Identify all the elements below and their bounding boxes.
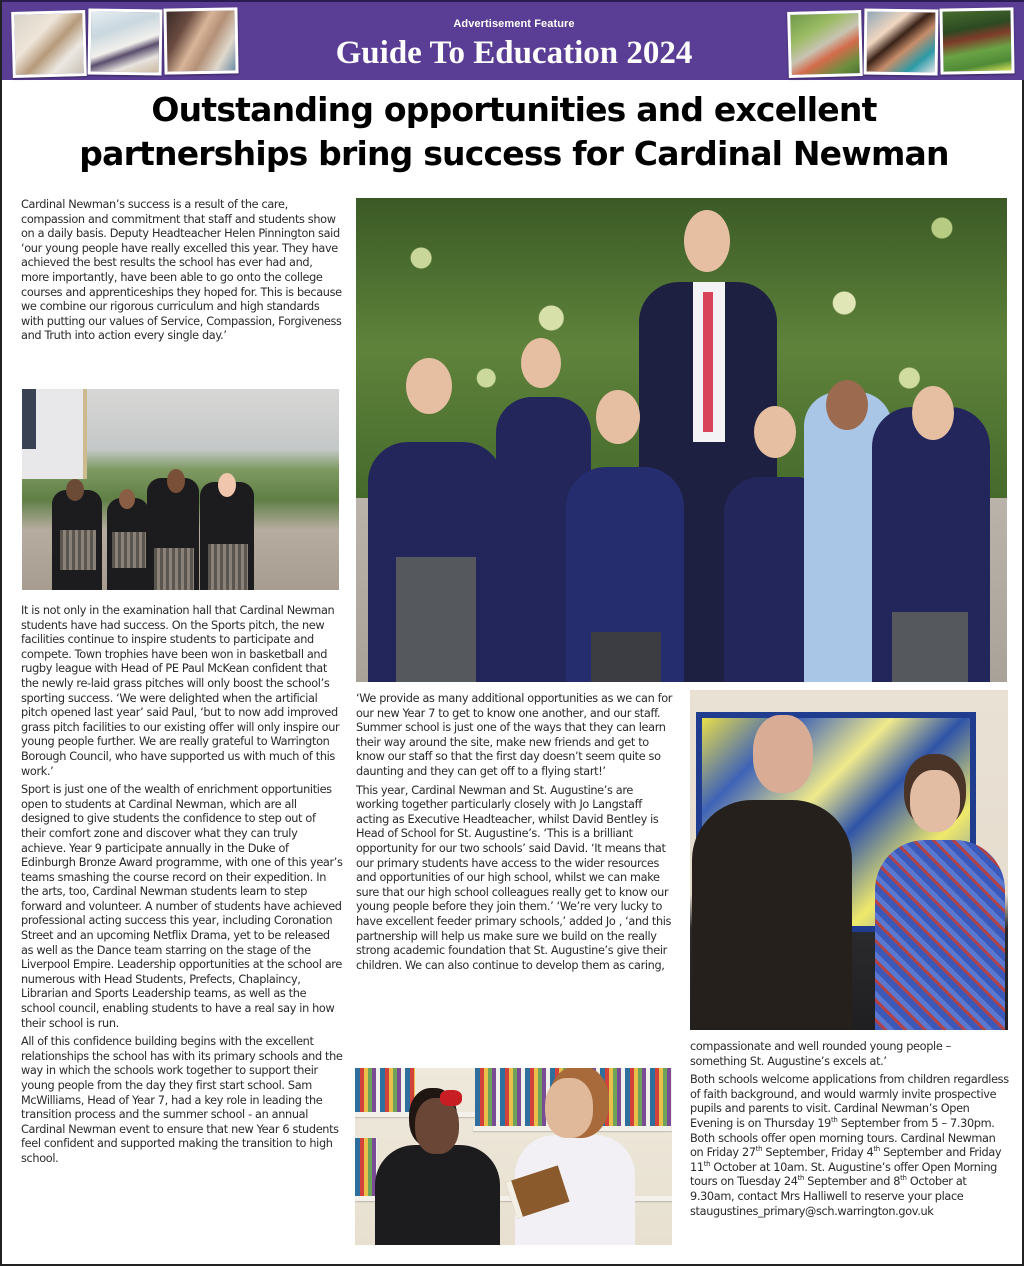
headline-line-2: partnerships bring success for Cardinal Newman xyxy=(79,134,949,173)
contact-email[interactable]: staugustines_primary@sch.warrington.gov.uk xyxy=(690,1204,934,1218)
banner-right-photos xyxy=(788,8,1018,76)
advertisement-feature-label: Advertisement Feature xyxy=(453,18,575,30)
article-headline xyxy=(2,88,1024,176)
paragraph: ‘We provide as many additional opportunities as we can for our new Year 7 to get to know one another, and our staff. Summer school is just one of the ways that they can learn their way around the site, make new friends and get to know our staff so that the first day doesn’t seem quite so daunting and they can get off to a flying start!’ xyxy=(356,692,673,778)
banner-title: Guide To Education 2024 xyxy=(335,35,693,71)
column-3-body xyxy=(690,1040,1010,1223)
students-walking-photo xyxy=(22,389,339,590)
laughing-child-photo xyxy=(864,8,939,75)
paragraph: Cardinal Newman’s success is a result of the care, compassion and commitment that staff and students show on a daily basis. Deputy Headteacher Helen Pinnington said ‘our young people have really excelled this year. They have achieved the best results the school has ever had and, more importantly, have been able to go onto the college courses and apprenticeships they hoped for. This is because we combine our rigorous curriculum and high standards with putting our values of Service, Compassion, Forgiveness and Truth into action every single day.’ xyxy=(21,198,342,343)
column-1-body xyxy=(21,604,343,1171)
two-adults-photo xyxy=(690,690,1008,1030)
paragraph: compassionate and well rounded young people – something St. Augustine’s excels at.’ xyxy=(690,1040,951,1068)
open-events-paragraph: Both schools welcome applications from children regardless of faith background, and would warmly invite prospective pupils and parents to visit. Cardinal Newman’s Open Evening is on Thursday 19th September from 5 – 7.30pm. Both schools offer open morning tours. Cardinal Newman on Friday 27th September, Friday 4th September and Friday 11th October at 10am. St. Augustine’s offer Open Morning tours on Tuesday 24th September and 8th October at 9.30am, contact Mrs Halliwell to reserve your place staugustines_primary@sch.warrington.gov.uk xyxy=(690,1073,1009,1218)
headline-line-1: Outstanding opportunities and excellent xyxy=(151,90,877,129)
cycling-photo xyxy=(787,10,863,78)
headteacher-with-pupils-photo xyxy=(356,198,1007,682)
guide-banner xyxy=(2,0,1024,80)
column-1-intro xyxy=(21,198,343,348)
column-2-body xyxy=(356,692,676,977)
paragraph: This year, Cardinal Newman and St. Augustine’s are working together particularly closely with Jo Langstaff acting as Executive Headteacher, whilst David Bentley is Head of School for St. Augustine’s. ‘This is a brilliant opportunity for our two schools’ said David. ‘It means that our primary students have access to the wider resources and opportunities of our high school, whilst we can make sure that our high school colleagues really get to know our young people before they join them.’ ‘We’re very lucky to have excellent feeder primary schools,’ added Jo , ‘and this partnership will help us make sure we build on the really strong academic foundation that St. Augustine’s give their children. We can also continue to develop them as caring, xyxy=(356,783,672,972)
football-photo xyxy=(939,7,1014,74)
paragraph: All of this confidence building begins with the excellent relationships the school has with its primary schools and the way in which the schools work together to support their young people from the day they first start school. Sam McWilliams, Head of Year 7, had a key role in leading the transition process and the summer school - an annual Cardinal Newman event to ensure that new Year 6 students feel confident and supported making the transition to high school. xyxy=(21,1035,343,1165)
paragraph: It is not only in the examination hall that Cardinal Newman students have had success. On the Sports pitch, the new facilities continue to inspire students to participate and compete. Town trophies have been won in basketball and rugby league with Head of PE Paul McKean confident that the newly re-laid grass pitches will only boost the school’s sporting success. ‘We were delighted when the artificial pitch opened last year’ said Paul, ‘but to now add improved grass pitch facilities to our existing offer will only inspire our young people further. We are really grateful to Warrington Borough Council, who have supported us with much of this work.’ xyxy=(21,604,340,778)
paragraph: Sport is just one of the wealth of enrichment opportunities open to students at Cardinal Newman, which are all designed to give students the confidence to step out of their comfort zone and discover what they can truly achieve. Year 9 participate annually in the Duke of Edinburgh Bronze Award programme, with one of this year’s teams smashing the course record on their expedition. In the arts, too, Cardinal Newman students learn to step forward and volunteer. A number of students have achieved professional acting success this year, including Coronation Street and an upcoming Netflix Drama, yet to be released as well as the Dance team starring on the stage of the Liverpool Empire. Leadership opportunities at the school are numerous with Head Students, Prefects, Chaplaincy, Librarian and Sports Leadership teams, as well as the school council, enabling students to have a real say in how their school is run. xyxy=(21,783,343,1030)
students-reading-library-photo xyxy=(355,1068,672,1245)
